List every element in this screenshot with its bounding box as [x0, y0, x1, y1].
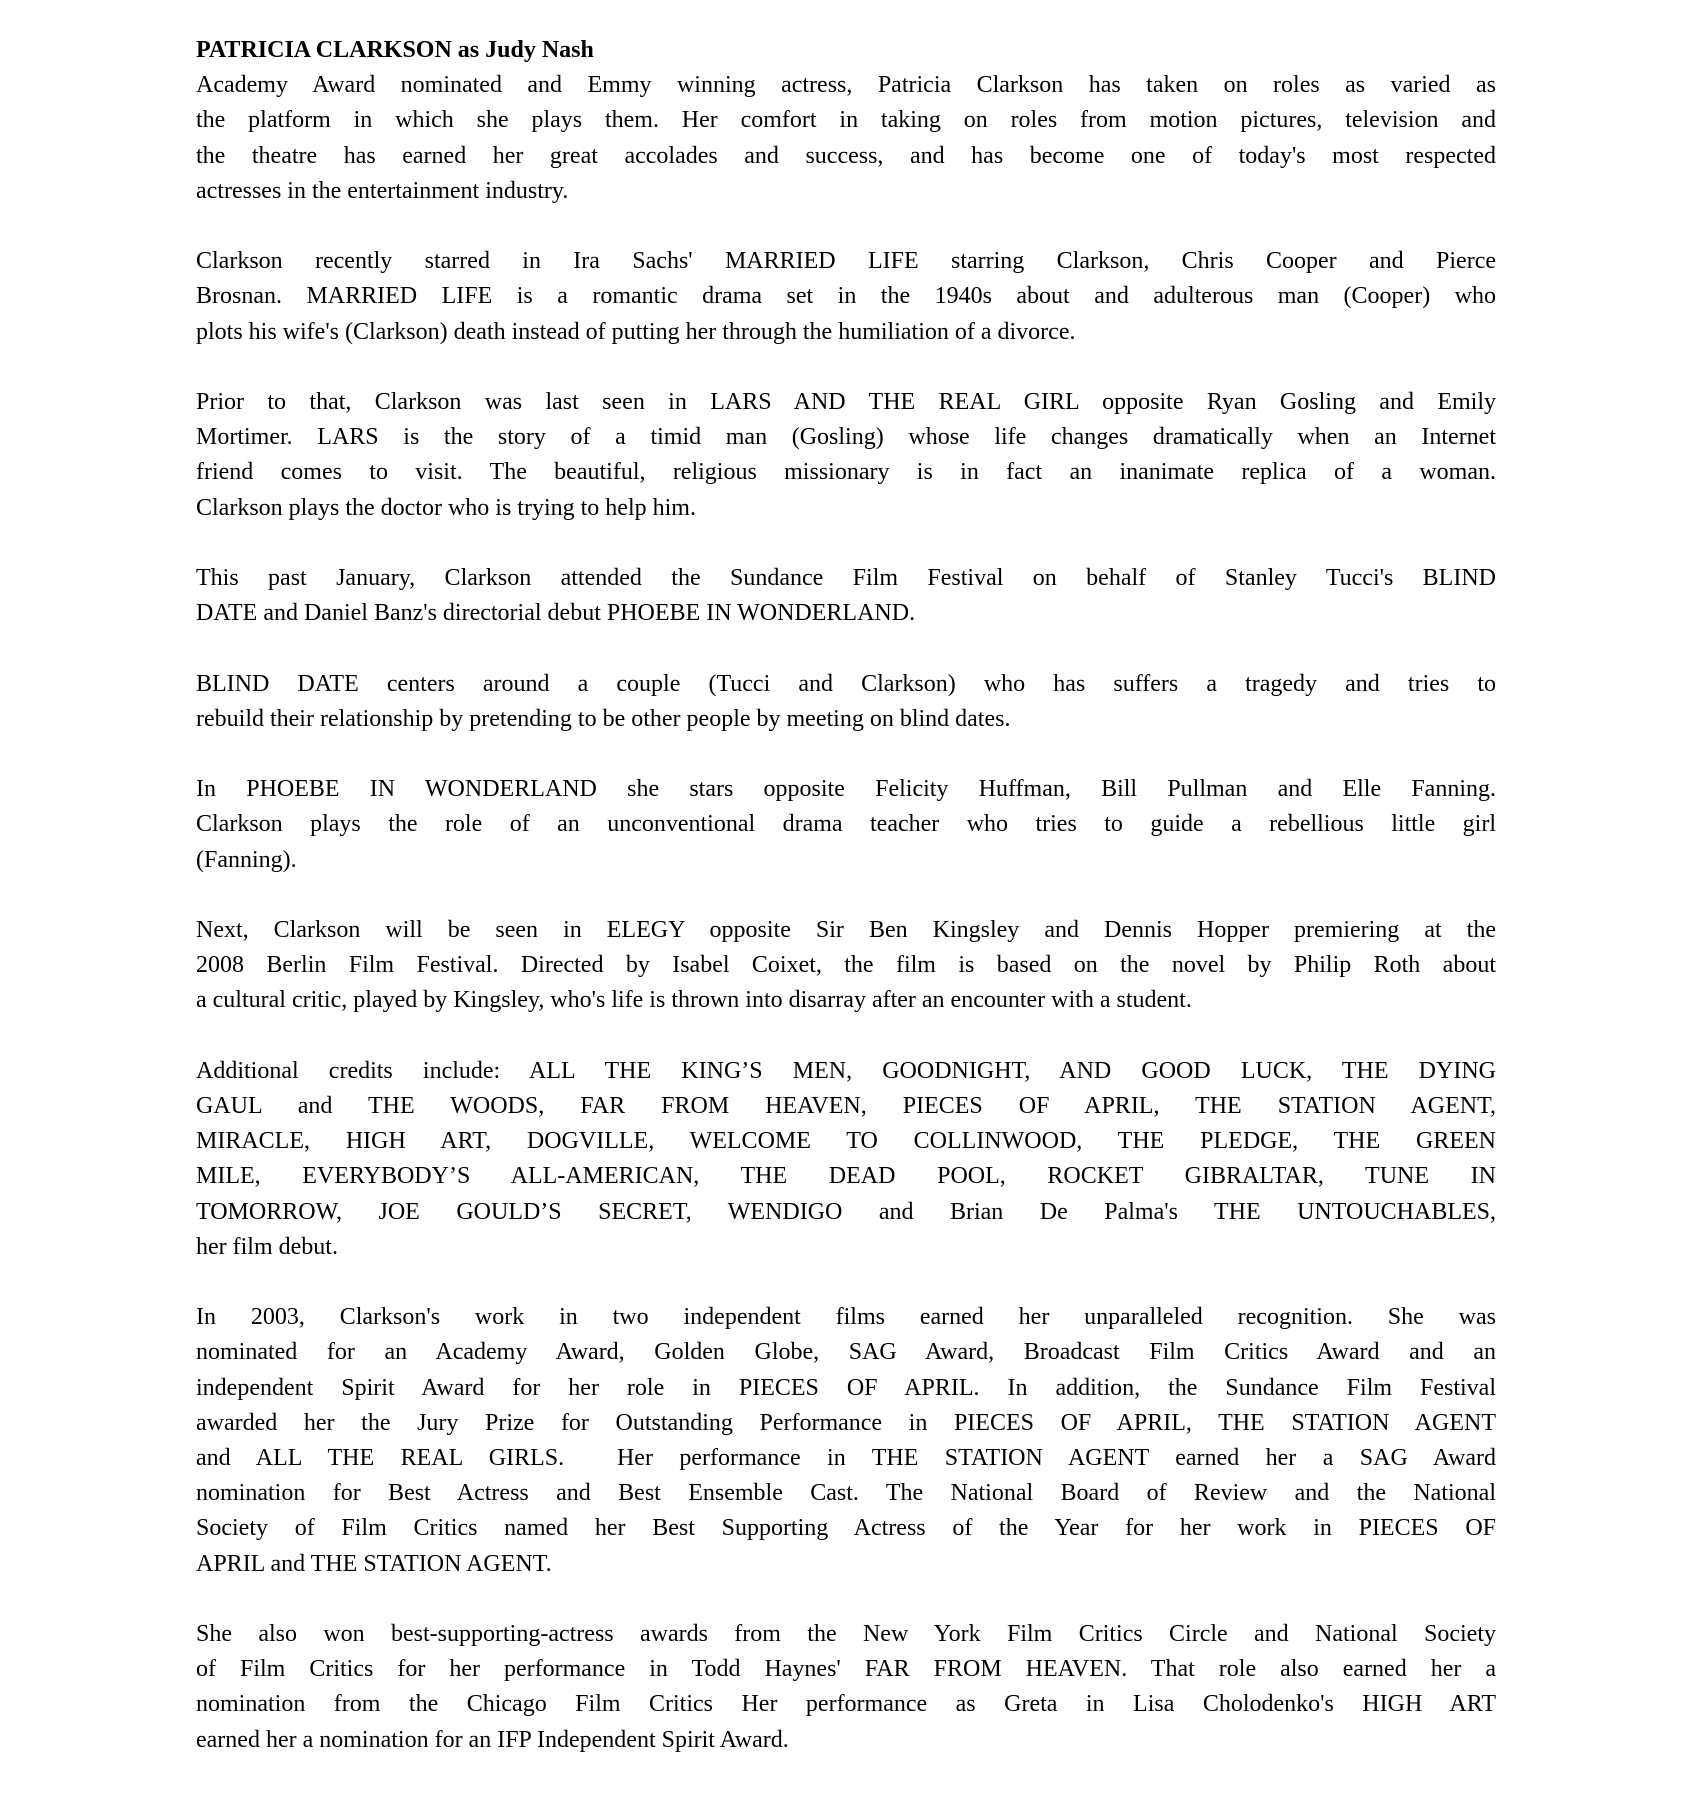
- text-line: Society of Film Critics named her Best Supporting Actress of the Year for her work in PIECES OF: [196, 1515, 1496, 1542]
- text-line: of Film Critics for her performance in Todd Haynes' FAR FROM HEAVEN. That role also earned her a: [196, 1656, 1496, 1683]
- text-line: Clarkson recently starred in Ira Sachs' MARRIED LIFE starring Clarkson, Chris Cooper and Pierce: [196, 248, 1496, 275]
- text-line: nomination for Best Actress and Best Ensemble Cast. The National Board of Review and the National: [196, 1480, 1496, 1507]
- text-line: friend comes to visit. The beautiful, religious missionary is in fact an inanimate replica of a woman.: [196, 459, 1496, 486]
- paragraph: [196, 1300, 1496, 1582]
- paragraph: [196, 772, 1496, 878]
- text-line: In PHOEBE IN WONDERLAND she stars opposite Felicity Huffman, Bill Pullman and Elle Fanning.: [196, 776, 1496, 803]
- text-line: Mortimer. LARS is the story of a timid man (Gosling) whose life changes dramatically when an Internet: [196, 424, 1496, 451]
- text-line: the theatre has earned her great accolades and success, and has become one of today's most respected: [196, 142, 1496, 169]
- paragraph: [196, 667, 1496, 737]
- text-line: awarded her the Jury Prize for Outstanding Performance in PIECES OF APRIL, THE STATION AGENT: [196, 1409, 1496, 1436]
- paragraph: [196, 68, 1496, 209]
- text-line: Prior to that, Clarkson was last seen in LARS AND THE REAL GIRL opposite Ryan Gosling and Emily: [196, 389, 1496, 415]
- text-line: Academy Award nominated and Emmy winning actress, Patricia Clarkson has taken on roles as varied as: [196, 72, 1496, 99]
- text-line: Additional credits include: ALL THE KING’S MEN, GOODNIGHT, AND GOOD LUCK, THE DYING: [196, 1057, 1496, 1084]
- text-line: 2008 Berlin Film Festival. Directed by Isabel Coixet, the film is based on the novel by Philip Roth about: [196, 952, 1496, 979]
- text-line: independent Spirit Award for her role in PIECES OF APRIL. In addition, the Sundance Film Festival: [196, 1374, 1496, 1401]
- text-line: Brosnan. MARRIED LIFE is a romantic drama set in the 1940s about and adulterous man (Cooper) who: [196, 283, 1496, 310]
- text-line: APRIL and THE STATION AGENT.: [196, 1550, 552, 1577]
- text-line: earned her a nomination for an IFP Independent Spirit Award.: [196, 1726, 789, 1753]
- paragraph: [196, 1054, 1496, 1265]
- text-line: Clarkson plays the role of an unconventional drama teacher who tries to guide a rebellious little girl: [196, 811, 1496, 838]
- text-line: GAUL and THE WOODS, FAR FROM HEAVEN, PIECES OF APRIL, THE STATION AGENT,: [196, 1092, 1496, 1119]
- document-body: [196, 68, 1496, 1758]
- text-line: the platform in which she plays them. Her comfort in taking on roles from motion pictures, television and: [196, 107, 1496, 134]
- text-line: Clarkson plays the doctor who is trying to help him.: [196, 494, 696, 521]
- text-line: a cultural critic, played by Kingsley, who's life is thrown into disarray after an encounter with a student.: [196, 987, 1192, 1014]
- text-line: DATE and Daniel Banz's directorial debut PHOEBE IN WONDERLAND.: [196, 600, 916, 627]
- document-title: PATRICIA CLARKSON as Judy Nash: [196, 37, 594, 63]
- paragraph: [196, 561, 1496, 631]
- text-line: nomination from the Chicago Film Critics Her performance as Greta in Lisa Cholodenko's HIGH ART: [196, 1691, 1496, 1718]
- text-line: plots his wife's (Clarkson) death instead of putting her through the humiliation of a divorce.: [196, 318, 1076, 345]
- text-line: (Fanning).: [196, 846, 297, 873]
- text-line: rebuild their relationship by pretending to be other people by meeting on blind dates.: [196, 705, 1011, 732]
- text-line: This past January, Clarkson attended the Sundance Film Festival on behalf of Stanley Tucci's BLIND: [196, 565, 1496, 591]
- text-line: BLIND DATE centers around a couple (Tucci and Clarkson) who has suffers a tragedy and tries to: [196, 670, 1496, 697]
- text-line: MIRACLE, HIGH ART, DOGVILLE, WELCOME TO COLLINWOOD, THE PLEDGE, THE GREEN: [196, 1128, 1496, 1155]
- text-line: TOMORROW, JOE GOULD’S SECRET, WENDIGO and Brian De Palma's THE UNTOUCHABLES,: [196, 1198, 1496, 1225]
- text-line: She also won best-supporting-actress awards from the New York Film Critics Circle and National Society: [196, 1621, 1496, 1647]
- paragraph: [196, 1617, 1496, 1758]
- paragraph: [196, 244, 1496, 350]
- document-page: [196, 33, 1496, 1793]
- text-line: nominated for an Academy Award, Golden Globe, SAG Award, Broadcast Film Critics Award and an: [196, 1339, 1496, 1366]
- text-line: her film debut.: [196, 1233, 338, 1260]
- text-line: actresses in the entertainment industry.: [196, 177, 569, 204]
- text-line: and ALL THE REAL GIRLS. Her performance in THE STATION AGENT earned her a SAG Award: [196, 1445, 1496, 1471]
- paragraph: [196, 913, 1496, 1019]
- text-line: In 2003, Clarkson's work in two independent films earned her unparalleled recognition. She was: [196, 1304, 1496, 1331]
- text-line: Next, Clarkson will be seen in ELEGY opposite Sir Ben Kingsley and Dennis Hopper premiering at the: [196, 916, 1496, 943]
- text-line: MILE, EVERYBODY’S ALL-AMERICAN, THE DEAD POOL, ROCKET GIBRALTAR, TUNE IN: [196, 1163, 1496, 1190]
- paragraph: [196, 385, 1496, 526]
